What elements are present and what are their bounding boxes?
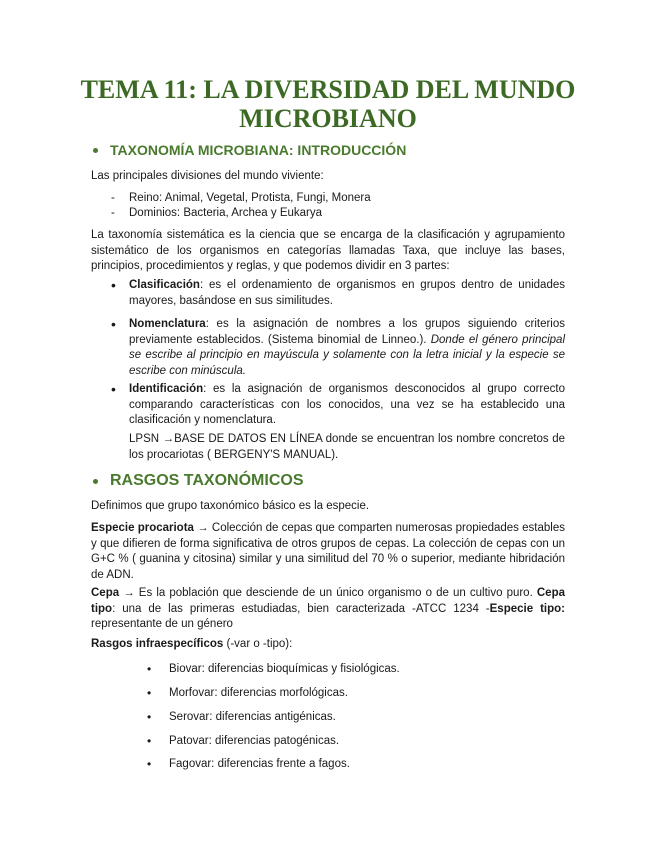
list-item: • Serovar: diferencias antigénicas.	[147, 710, 336, 724]
list-item-clasificacion: • Clasificación: es el ordenamiento de organismos en grupos dentro de unidades mayores, basándose en sus similitudes.	[111, 277, 565, 307]
taxonomy-paragraph: La taxonomía sistemática es la ciencia que se encarga de la clasificación y agrupamiento sistemático de los organismos en categorías llamadas Taxa, que incluye las bases, principios, procedimientos y reglas, y que podemos dividir en 3 partes:	[91, 229, 565, 272]
lpsn-note: LPSN →BASE DE DATOS EN LÍNEA donde se encuentran los nombre concretos de los procariotas ( BERGENY'S MANUAL).	[129, 433, 565, 461]
especie-procariota-paragraph: Especie procariota → Colección de cepas que comparten numerosas propiedades estables y que difieren de forma significativa de otros grupos de cepas. La colección de cepas con un G+C % ( guanina y citosina) similar y una similitud del 70 % o superior, mediante hibridación de ADN.	[91, 522, 565, 581]
basic-group-text: Definimos que grupo taxonómico básico es la especie.	[91, 500, 370, 512]
title-line-2: MICROBIANO	[239, 104, 417, 133]
list-item: • Morfovar: diferencias morfológicas.	[147, 686, 348, 700]
list-item: • Fagovar: diferencias frente a fagos.	[147, 757, 350, 771]
list-item: • Biovar: diferencias bioquímicas y fisiológicas.	[147, 662, 400, 676]
cepa-paragraph: Cepa → Es la población que desciende de un único organismo o de un cultivo puro. Cepa tipo: una de las primeras estudiadas, bien caracterizada -ATCC 1234 -Especie tipo: representante de un género	[91, 587, 565, 630]
section-heading-taxonomia: TAXONOMÍA MICROBIANA: INTRODUCCIÓN	[91, 142, 406, 158]
list-item: - Dominios: Bacteria, Archea y Eukarya	[111, 207, 323, 219]
section-heading-rasgos: RASGOS TAXONÓMICOS	[91, 472, 304, 490]
bullet-icon	[93, 479, 98, 484]
intro-divisions: Las principales divisiones del mundo viviente:	[91, 170, 324, 182]
infraespecificos-heading: Rasgos infraespecíficos (-var o -tipo):	[91, 638, 293, 650]
list-item-identificacion: • Identificación: es la asignación de organismos desconocidos al grupo correcto comparando características con los conocidos, una vez se ha establecido una clasificación y nomenclatura.	[111, 381, 565, 426]
list-item-nomenclatura: • Nomenclatura: es la asignación de nombres a los grupos siguiendo criterios previamente establecidos. (Sistema binomial de Linneo.). Donde el género principal se escribe al principio en mayúscula y solamente con la letra inicial y la especie se escribe con minúscula.	[111, 316, 565, 377]
bullet-icon	[93, 148, 98, 153]
list-item: • Patovar: diferencias patogénicas.	[147, 734, 340, 748]
title-line-1: TEMA 11: LA DIVERSIDAD DEL MUNDO	[80, 75, 576, 104]
page-title	[79, 75, 577, 133]
list-item: - Reino: Animal, Vegetal, Protista, Fungi, Monera	[111, 192, 371, 204]
